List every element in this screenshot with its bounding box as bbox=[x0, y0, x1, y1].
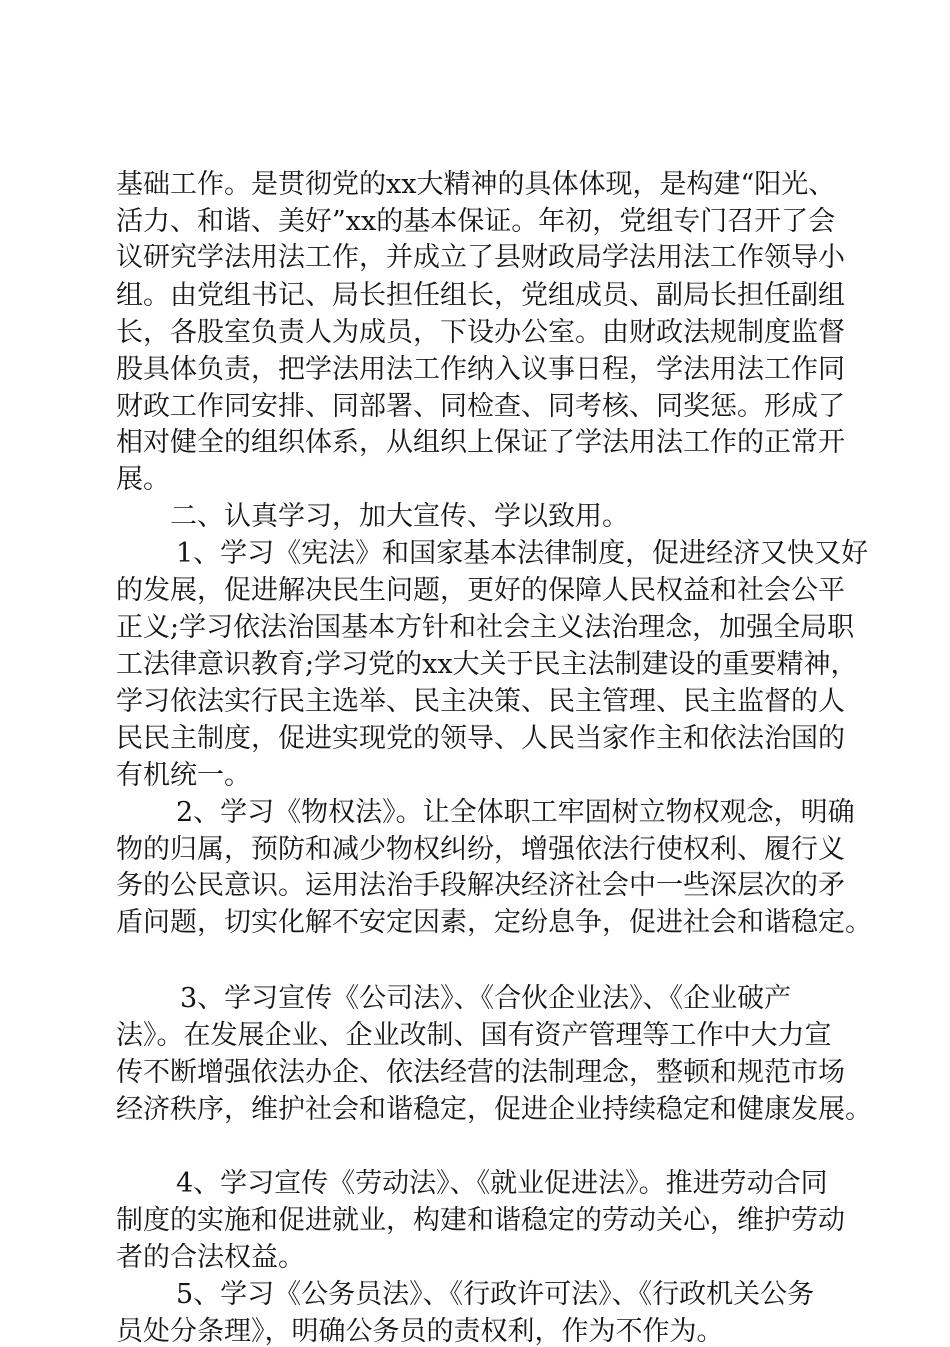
text-line: 工法律意识教育;学习党的xx大关于民主法制建设的重要精神， bbox=[116, 649, 858, 680]
text-line: 财政工作同安排、同部署、同检查、同考核、同奖惩。形成了 bbox=[116, 391, 845, 422]
text-line: 有机统一。 bbox=[116, 760, 251, 791]
text-line: 学习依法实行民主选举、民主决策、民主管理、民主监督的人 bbox=[116, 686, 845, 717]
text-line: 3、学习宣传《公司法》、《合伙企业法》、《企业破产 bbox=[180, 983, 792, 1014]
text-line: 经济秩序，维护社会和谐稳定，促进企业持续稳定和健康发展。 bbox=[116, 1094, 872, 1125]
text-line: 相对健全的组织体系，从组织上保证了学法用法工作的正常开 bbox=[116, 427, 845, 458]
text-line: 1、学习《宪法》和国家基本法律制度，促进经济又快又好 bbox=[176, 538, 869, 569]
text-line: 传不断增强依法办企、依法经营的法制理念，整顿和规范市场 bbox=[116, 1057, 845, 1088]
text-line: 正义;学习依法治国基本方针和社会主义法治理念，加强全局职 bbox=[116, 612, 855, 643]
text-line: 者的合法权益。 bbox=[116, 1242, 305, 1273]
text-line: 长，各股室负责人为成员，下设办公室。由财政法规制度监督 bbox=[116, 317, 845, 348]
text-line: 5、学习《公务员法》、《行政许可法》、《行政机关公务 bbox=[176, 1279, 815, 1310]
text-line: 的发展，促进解决民生问题，更好的保障人民权益和社会公平 bbox=[116, 575, 845, 606]
text-line: 基础工作。是贯彻党的xx大精神的具体体现，是构建“阳光、 bbox=[116, 169, 836, 200]
text-line: 物的归属，预防和减少物权纠纷，增强依法行使权利、履行义 bbox=[116, 834, 845, 865]
text-line: 盾问题，切实化解不安定因素，定纷息争，促进社会和谐稳定。 bbox=[116, 907, 872, 938]
text-line: 展。 bbox=[116, 464, 170, 495]
text-line: 议研究学法用法工作，并成立了县财政局学法用法工作领导小 bbox=[116, 242, 845, 273]
text-line: 法》。在发展企业、企业改制、国有资产管理等工作中大力宣 bbox=[116, 1020, 832, 1051]
text-line: 股具体负责，把学法用法工作纳入议事日程，学法用法工作同 bbox=[116, 354, 845, 385]
text-line: 员处分条理》，明确公务员的责权利，作为不作为。 bbox=[116, 1316, 724, 1347]
text-line: 2、学习《物权法》。让全体职工牢固树立物权观念，明确 bbox=[176, 797, 855, 828]
text-line: 务的公民意识。运用法治手段解决经济社会中一些深层次的矛 bbox=[116, 870, 845, 901]
text-line: 制度的实施和促进就业，构建和谐稳定的劳动关心，维护劳动 bbox=[116, 1205, 845, 1236]
text-line: 4、学习宣传《劳动法》、《就业促进法》。推进劳动合同 bbox=[176, 1168, 828, 1199]
text-line: 活力、和谐、美好”xx的基本保证。年初，党组专门召开了会 bbox=[116, 206, 836, 237]
section-heading: 二、认真学习，加大宣传、学以致用。 bbox=[170, 501, 629, 532]
text-line: 组。由党组书记、局长担任组长，党组成员、副局长担任副组 bbox=[116, 280, 845, 311]
text-line: 民民主制度，促进实现党的领导、人民当家作主和依法治国的 bbox=[116, 723, 845, 754]
